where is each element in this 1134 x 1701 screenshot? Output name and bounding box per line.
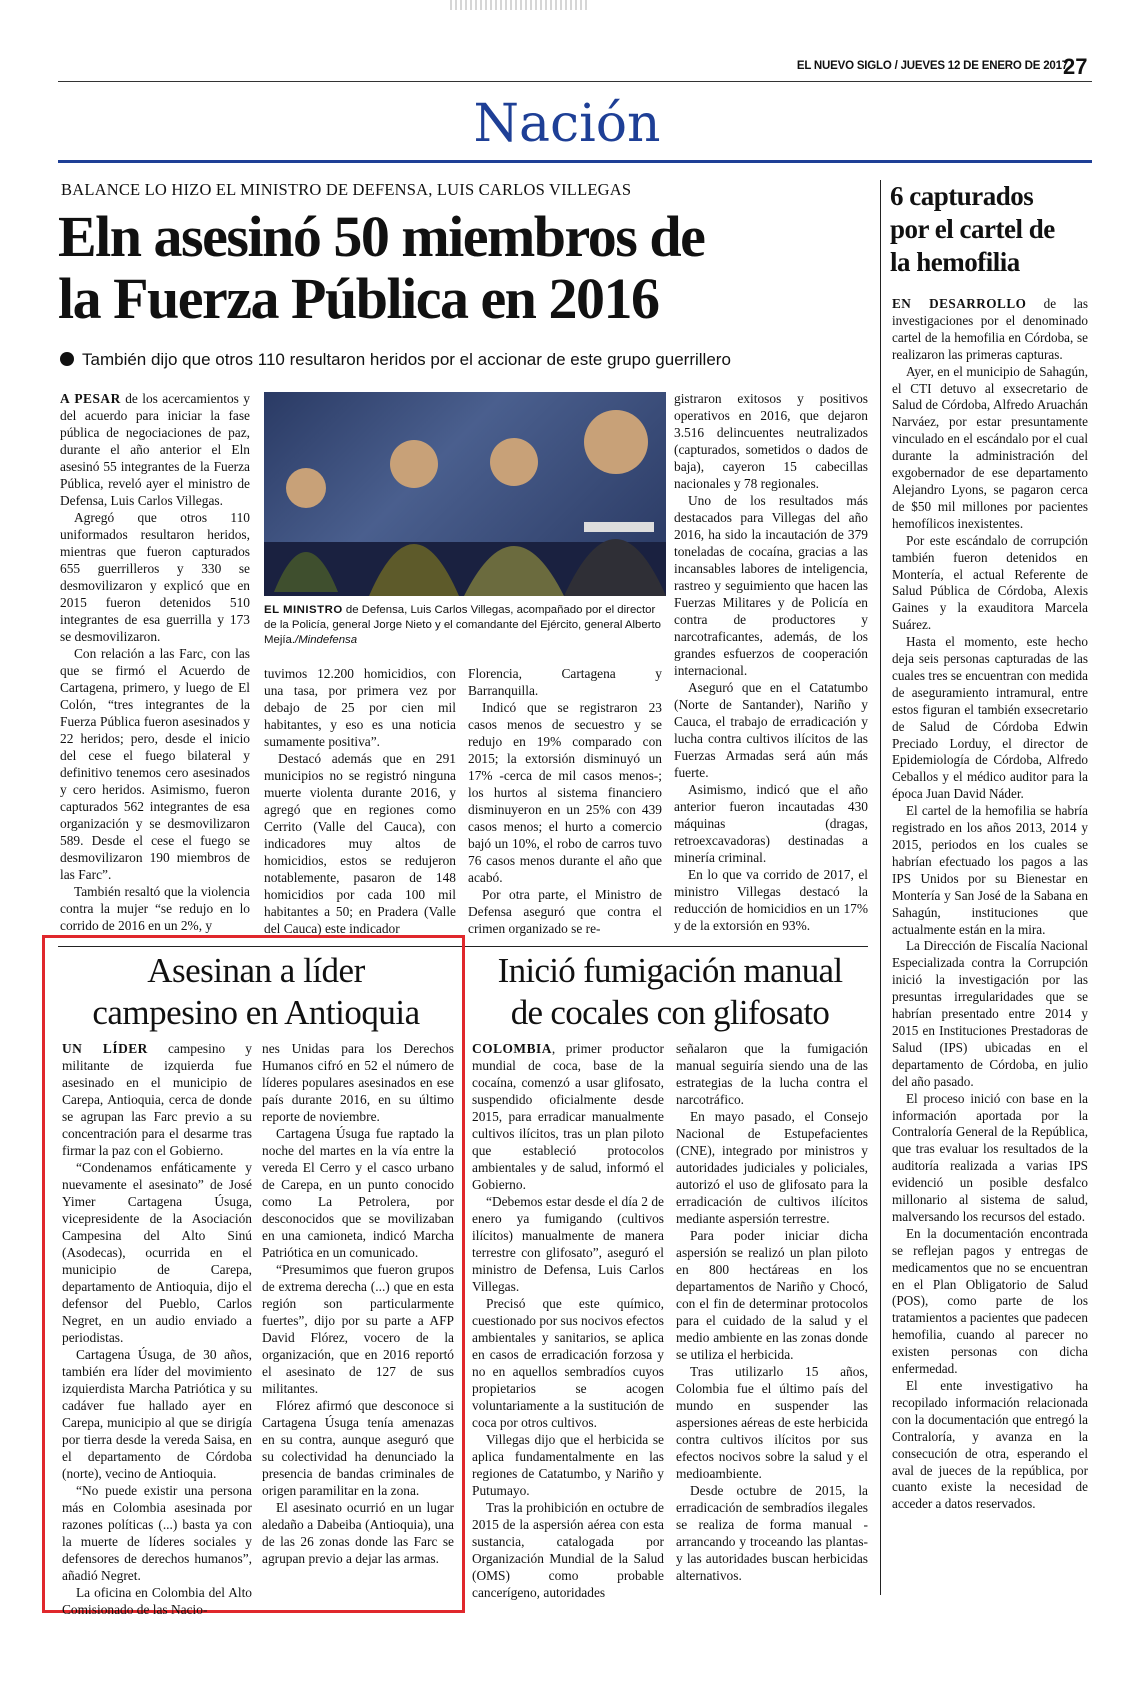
header-rule xyxy=(58,81,1092,82)
page-number: 27 xyxy=(1063,54,1088,79)
photo-credit: /Mindefensa xyxy=(295,634,358,646)
section-rule xyxy=(58,160,1092,163)
bullet-icon xyxy=(60,352,74,366)
fumigacion-column-1: COLOMBIA, primer productor mundial de coca, base de la cocaína, comenzó a usar glifosato, suspendido oficialmente desde 2015, para erradicar manualmente cultivos ilícitos, tras un plan piloto que estableció protocolos ambientales y de salud, informó el Gobierno. “Debemos estar desde el día 2 de enero ya fumigando (cultivos ilícitos) manualmente de manera terrestre con glifosato”, aseguró el ministro de Defensa, Luis Carlos Villegas. Precisó que este químico, cuestionado por sus nocivos efectos ambientales y sanitarios, se aplica en casos de erradicación forzosa y no en aquellos sembradíos cuyos propietarios se acogen voluntariamente a la sustitución de coca por otros cultivos. Villegas dijo que el herbicida se aplica fundamentalmente en las regiones de Catatumbo, y Nariño y Putumayo. Tras la prohibición en octubre de 2015 de la aspersión aérea con esta sustancia, catalogada por Organización Mundial de la Salud (OMS) como probable cancerígeno, autoridades xyxy=(472,1041,664,1600)
fumigacion-column-2: señalaron que la fumigación manual seguiría siendo una de las estrategias de la lucha contra el narcotráfico. En mayo pasado, el Consejo Nacional de Estupefacientes (CNE), integrado por ministros y autoridades judiciales y policiales, autorizó el uso de glifosato para la erradicación de cultivos ilícitos mediante aspersión terrestre. Para poder iniciar dicha aspersión se realizó un plan piloto en 800 hectáreas en los departamentos de Nariño y Chocó, con el fin de determinar protocolos para el cuidado de la salud y el medio ambiente en las zonas donde se utiliza el herbicida. Tras utilizarlo 15 años, Colombia fue el último país del mundo en suspender las aspersiones aéreas de este herbicida contra cultivos ilícitos por sus efectos nocivos sobre la salud y el medioambiente. Desde octubre de 2015, la erradicación de sembradíos ilegales se realiza de forma manual -arrancando y troceando las plantas- y las autoridades buscan herbicidas alternativos. xyxy=(676,1041,868,1583)
side-headline: 6 capturados por el cartel de la hemofilia xyxy=(890,181,1055,277)
main-column-2: tuvimos 12.200 homicidios, con una tasa, por primera vez por debajo de 25 por cien mil habitantes, y eso es una noticia sumamente positiva”. Destacó además que en 291 municipios no se registró ninguna muerte violenta durante 2016, y agregó que en regiones como Cerrito (Valle del Cauca), con indicadores muy altos de homicidios, estos se redujeron notablemente, pasaron de 148 homicidios por cada 100 mil habitantes a 50; en Pradera (Valle del Cauca) este indicador xyxy=(264,666,456,936)
main-column-4: gistraron exitosos y positivos operativos en 2016, que dejaron 3.516 delincuentes neutralizados (capturados, sometidos o dados de baja), cayeron 15 cabecillas nacionales y 78 regionales. Uno de los resultados más destacados para Villegas del año 2016, ha sido la incautación de 379 toneladas de cocaína, gracias a las incansables labores de inteligencia, rastreo y seguimiento que hacen las Fuerzas Militares y de Policía en contra de productores y narcotraficantes, además, de los grandes esfuerzos de cooperación internacional. Aseguró que en el Catatumbo (Norte de Santander), Nariño y Cauca, el trabajo de erradicación y lucha contra cultivos ilícitos de las Fuerzas Armadas será aún más fuerte. Asimismo, indicó que el año anterior fueron incautadas 430 máquinas (dragas, retroexcavadoras) destinadas a minería criminal. En lo que va corrido de 2017, el ministro Villegas destacó la reducción de homicidios en un 17% y de la extorsión en 93%. xyxy=(674,391,868,933)
fumigacion-lead-word: COLOMBIA xyxy=(472,1041,552,1056)
side-lead-word: EN DESARROLLO xyxy=(892,296,1027,311)
paper-name: EL NUEVO SIGLO xyxy=(796,60,892,72)
section-title: Nación xyxy=(473,94,661,154)
side-body: EN DESARROLLO de las investigaciones por el denominado cartel de la hemofilia en Córdoba, se realizaron las primeras capturas. Ayer, en el municipio de Sahagún, el CTI detuvo al exsecretario de Salud de Córdoba, Alfredo Aruachán Narváez, por estar presuntamente vinculado en el escándalo por el cual durante la administración del exgobernador de ese departamento Alejandro Lyons, se pagaron cerca de $50 mil millones por pacientes hemofílicos inexistentes. Por este escándalo de corrupción también fueron detenidos en Montería, el actual Referente de Salud Pública de Córdoba, Alexis Gaines y la exauditora Marcela Suárez. Hasta el momento, este hecho deja seis personas capturadas de las cuales tres se encuentran con medida de aseguramiento intramural, entre estos figuran el también exsecretario de Salud de Córdoba Edwin Preciado Lorduy, el director de Epidemiología de Córdoba, Alfredo Ceballos y el médico auditor para la época Juan David Náder. El cartel de la hemofilia se habría registrado en los años 2013, 2014 y 2015, periodos en los cuales se habrían efectuado los pagos a las IPS Unidos por su Bienestar en Montería y San José de la Sabana en Sahagún, instituciones que actualmente están en la mira. La Dirección de Fiscalía Nacional Especializada contra la Corrupción inició la investigación por las presuntas irregularidades que se habrían presentado entre 2014 y 2015 en Instituciones Prestadoras de Salud (IPS) ubicadas en el departamento de Córdoba, en julio del año pasado. El proceso inició con base en la información aportada por la Contraloría General de la República, que tras evaluar los resultados de la auditoría realizada a varias IPS evidenció un posible desfalco millonario al sistema de salud, malversando los recursos del estado. En la documentación encontrada se reflejan pagos y entregas de medicamentos que no se encuentran en el Plan Obligatorio de Salud (POS), como parte de los tratamientos a pacientes que padecen hemofilia, cuando al parecer no existen personas con dicha enfermedad. El ente investigativo ha recopilado información relacionada con la documentación que entregó la Contraloría, y avanza en la consecución de otra, esperando el aval de jueces de la república, por cuanto existe la necesidad de acceder a datos reservados. xyxy=(892,296,1088,1512)
main-kicker: BALANCE LO HIZO EL MINISTRO DE DEFENSA, LUIS CARLOS VILLEGAS xyxy=(61,180,632,199)
main-subhead: También dijo que otros 110 resultaron heridos por el accionar de este grupo guerrillero xyxy=(60,350,850,370)
main-column-1: A PESAR de los acercamientos y del acuerdo para iniciar la fase pública de negociaciones de paz, durante el año anterior el Eln asesinó 55 integrantes de la Fuerza Pública, reveló ayer el ministro de Defensa, Luis Carlos Villegas. Agregó que otros 110 uniformados resultaron heridos, mientras que fueron capturados 655 guerrilleros y 330 se desmovilizaron y explicó que en 2015 fueron detenidos 510 integrantes de esa guerrilla y 173 se desmovilizaron. Con relación a las Farc, con las que se firmó el Acuerdo de Cartagena, primero, y luego de El Colón, “tres integrantes de la Fuerza Pública fueron asesinados y 22 heridos; pero, desde el inicio del cese el fuego bilateral y definitivo tenemos cero asesinados y cero heridos. Asimismo, fueron capturados 562 integrantes de esa organización y se desmovilizaron 589. Desde el cese el fuego se desmovilizaron 190 miembros de las Farc”. También resaltó que la violencia contra la mujer “se redujo en lo corrido de 2016 en un 2%, y xyxy=(60,391,250,933)
main-column-3: Florencia, Cartagena y Barranquilla. Indicó que se registraron 23 casos menos de secuestro y se redujo en 19% comparado con 2015; la extorsión disminuyó un 17% -cerca de mil casos menos-; los hurtos al sistema financiero disminuyeron en un 25% con 439 casos menos; el hurto a comercio bajó un 10%, el robo de carros tuvo 76 casos menos durante el año que acabó. Por otra parte, el Ministro de Defensa aseguró que contra el crimen organizado se re- xyxy=(468,666,662,936)
issue-date: JUEVES 12 DE ENERO DE 2017 xyxy=(900,60,1068,72)
lider-lead-word: UN LÍDER xyxy=(62,1041,148,1056)
side-column-rule xyxy=(880,180,881,1595)
scan-artifact xyxy=(450,0,590,10)
photo-figures xyxy=(264,392,666,596)
lider-column-1: UN LÍDER campesino y militante de izquierda fue asesinado en el municipio de Carepa, Antioquia, cerca de donde se agrupan las Farc previo a su concentración para el desarme tras firmar la paz con el Gobierno. “Condenamos enfáticamente y nuevamente el asesinato” de José Yimer Cartagena Úsuga, vicepresidente de la Asociación Campesina del Alto Sinú (Asodecas), ocurrida en el municipio de Carepa, departamento de Antioquia, dijo el defensor del Pueblo, Carlos Negret, en un audio enviado a periodistas. Cartagena Úsuga, de 30 años, también era líder del movimiento izquierdista Marcha Patriótica y su cadáver fue hallado ayer en Carepa, municipio al que se dirigía por tierra desde la vereda Saisa, en el departamento de Córdoba (norte), vecino de Antioquia. “No puede existir una persona más en Colombia asesinada por razones políticas (...) basta ya con la muerte de líderes sociales y defensores de derechos humanos”, añadió Negret. La oficina en Colombia del Alto Comisionado de las Nacio- xyxy=(62,1041,253,1617)
lead-word: A PESAR xyxy=(60,391,121,406)
photo-caption: EL MINISTRO de Defensa, Luis Carlos Villegas, acompañado por el director de la Policía, general Jorge Nieto y el comandante del Ejército, general Alberto Mejía./Mindefensa xyxy=(264,604,662,646)
lider-column-2: nes Unidas para los Derechos Humanos cifró en 52 el número de líderes populares asesinados en ese país durante 2016, en su último reporte de noviembre. Cartagena Úsuga fue raptado la noche del martes en la vía entre la vereda El Cerro y el casco urbano de Carepa, en un punto conocido como La Petrolera, por desconocidos que se movilizaban en una camioneta, indicó Marcha Patriótica en un comunicado. “Presumimos que fueron grupos de extrema derecha (...) que en esta región son particularmente fuertes”, dijo por su parte a AFP David Flórez, vocero de la organización, que en 2016 reportó el asesinato de 127 de sus militantes. Flórez afirmó que desconoce si Cartagena Úsuga tenía amenazas en su contra, aunque aseguró que su colectividad ha denunciado la presencia de bandas criminales de origen paramilitar en la zona. El asesinato ocurrió en un lugar aledaño a Dabeiba (Antioquia), una de las 26 zonas donde las Farc se agrupan previo a dejar las armas. xyxy=(262,1041,454,1566)
page-header: EL NUEVO SIGLO / JUEVES 12 DE ENERO DE 2017 xyxy=(796,60,1068,72)
main-headline: Eln asesinó 50 miembros de la Fuerza Pública en 2016 xyxy=(58,204,705,331)
fumigacion-headline: Inició fumigación manual de cocales con glifosato xyxy=(497,951,843,1032)
minister-photo xyxy=(264,392,666,596)
lider-headline: Asesinan a líder campesino en Antioquia xyxy=(92,951,420,1032)
